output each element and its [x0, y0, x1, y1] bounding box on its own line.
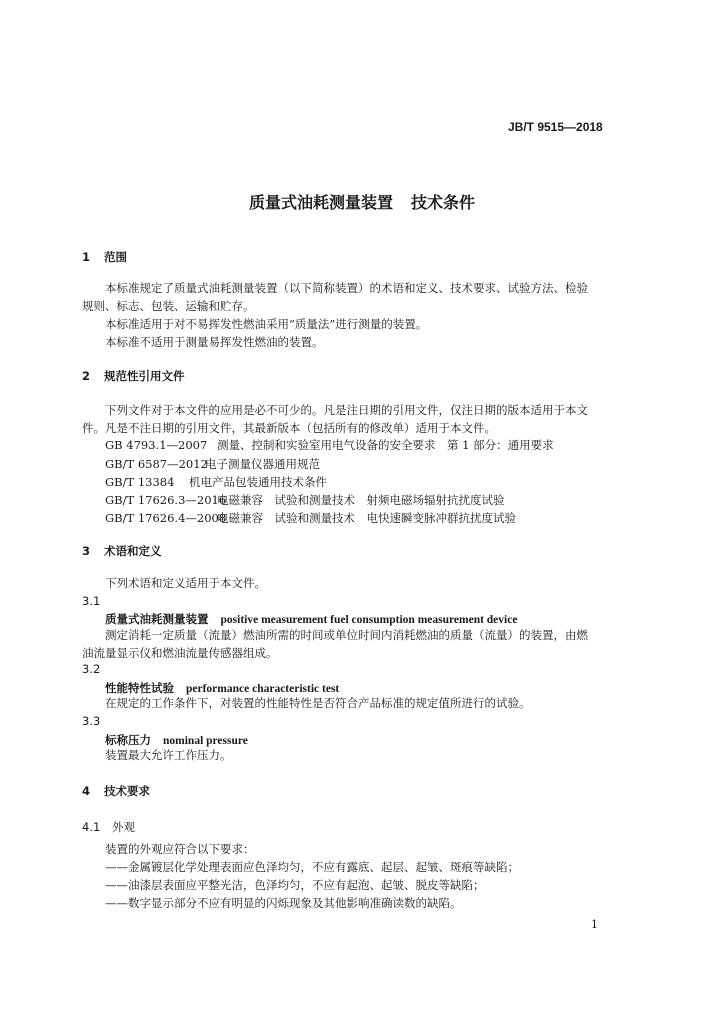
term-number: 3.2: [82, 662, 101, 676]
term-number: 3.3: [82, 714, 101, 728]
reference-code: GB/T 17626.4—2008: [105, 511, 227, 525]
requirement-item: ——油漆层表面应平整光洁，色泽均匀，不应有起泡、起皱、脱皮等缺陷；: [105, 878, 485, 892]
term-english: nominal pressure: [163, 735, 248, 747]
reference-code: GB/T 6587—2012: [105, 457, 208, 471]
requirement-item: ——金属镀层化学处理表面应色泽均匀，不应有露底、起层、起皱、斑痕等缺陷；: [105, 860, 519, 874]
section-2-heading: [82, 368, 185, 384]
document-title: [0, 190, 724, 213]
section-title: 技术要求: [104, 784, 150, 798]
reference-title: 电磁兼容 试验和测量技术 电快速瞬变脉冲群抗扰度试验: [217, 511, 516, 525]
term-definition: 在规定的工作条件下，对装置的性能特性是否符合产品标准的规定值所进行的试验。: [105, 696, 531, 710]
standard-number: JB/T 9515—2018: [508, 120, 603, 134]
section-3-heading: [82, 543, 162, 559]
section-number: 1: [82, 250, 91, 264]
section-number: 4: [82, 784, 91, 798]
reference-item: [105, 473, 327, 491]
section-title: 规范性引用文件: [104, 369, 185, 383]
section-number: 2: [82, 369, 91, 383]
term-definition: 测定消耗一定质量（流量）燃油所需的时间或单位时间内消耗燃油的质量（流量）的装置，由燃油流量显示仪和燃油流量传感器组成。: [82, 628, 588, 660]
section-4-heading: [82, 783, 150, 799]
reference-title: 机电产品包装通用技术条件: [189, 475, 327, 489]
title-part1: 质量式油耗测量装置: [248, 193, 393, 212]
appearance-intro: 装置的外观应符合以下要求：: [105, 842, 255, 856]
reference-item: [105, 455, 320, 473]
reference-item: [105, 509, 516, 527]
reference-title: 电子测量仪器通用规范: [205, 457, 320, 471]
normative-references-intro: 下列文件对于本文件的应用是必不可少的。凡是注日期的引用文件，仅注日期的版本适用于本文件。凡是不注日期的引用文件，其最新版本（包括所有的修改单）适用于本文件。: [82, 403, 588, 435]
reference-code: GB 4793.1—2007: [105, 438, 208, 452]
scope-paragraph-2: 本标准适用于对不易挥发性燃油采用“质量法”进行测量的装置。: [105, 317, 428, 331]
subsection-title: 外观: [112, 820, 135, 834]
term-chinese: 性能特性试验: [105, 681, 174, 695]
term-number: 3.1: [82, 594, 101, 608]
subsection-number: 4.1: [82, 820, 101, 834]
section-number: 3: [82, 544, 91, 558]
scope-paragraph-1: 本标准规定了质量式油耗测量装置（以下简称装置）的术语和定义、技术要求、试验方法、检验规则、标志、包装、运输和贮存。: [82, 281, 588, 313]
reference-title: 电磁兼容 试验和测量技术 射频电磁场辐射抗扰度试验: [217, 493, 505, 507]
reference-title: 测量、控制和实验室用电气设备的安全要求 第 1 部分：通用要求: [217, 438, 554, 452]
term-chinese: 质量式油耗测量装置: [105, 612, 209, 626]
reference-code: GB/T 17626.3—2016: [105, 493, 227, 507]
section-title: 范围: [104, 250, 127, 264]
term-chinese: 标称压力: [105, 733, 151, 747]
subsection-4-1-heading: [82, 819, 135, 835]
reference-item: [105, 436, 554, 454]
page-number: 1: [591, 918, 598, 931]
term-english: positive measurement fuel consumption measurement device: [220, 614, 518, 626]
reference-item: [105, 491, 505, 509]
requirement-item: ——数字显示部分不应有明显的闪烁现象及其他影响准确读数的缺陷。: [105, 896, 462, 910]
term-english: performance characteristic test: [186, 683, 340, 695]
term-heading: [105, 611, 517, 627]
reference-code: GB/T 13384: [105, 475, 175, 489]
section-title: 术语和定义: [104, 544, 162, 558]
scope-paragraph-3: 本标准不适用于测量易挥发性燃油的装置。: [105, 335, 324, 349]
title-part2: 技术条件: [411, 193, 476, 212]
term-definition: 装置最大允许工作压力。: [105, 748, 232, 762]
section-1-heading: [82, 249, 127, 265]
terms-intro: 下列术语和定义适用于本文件。: [105, 576, 266, 590]
